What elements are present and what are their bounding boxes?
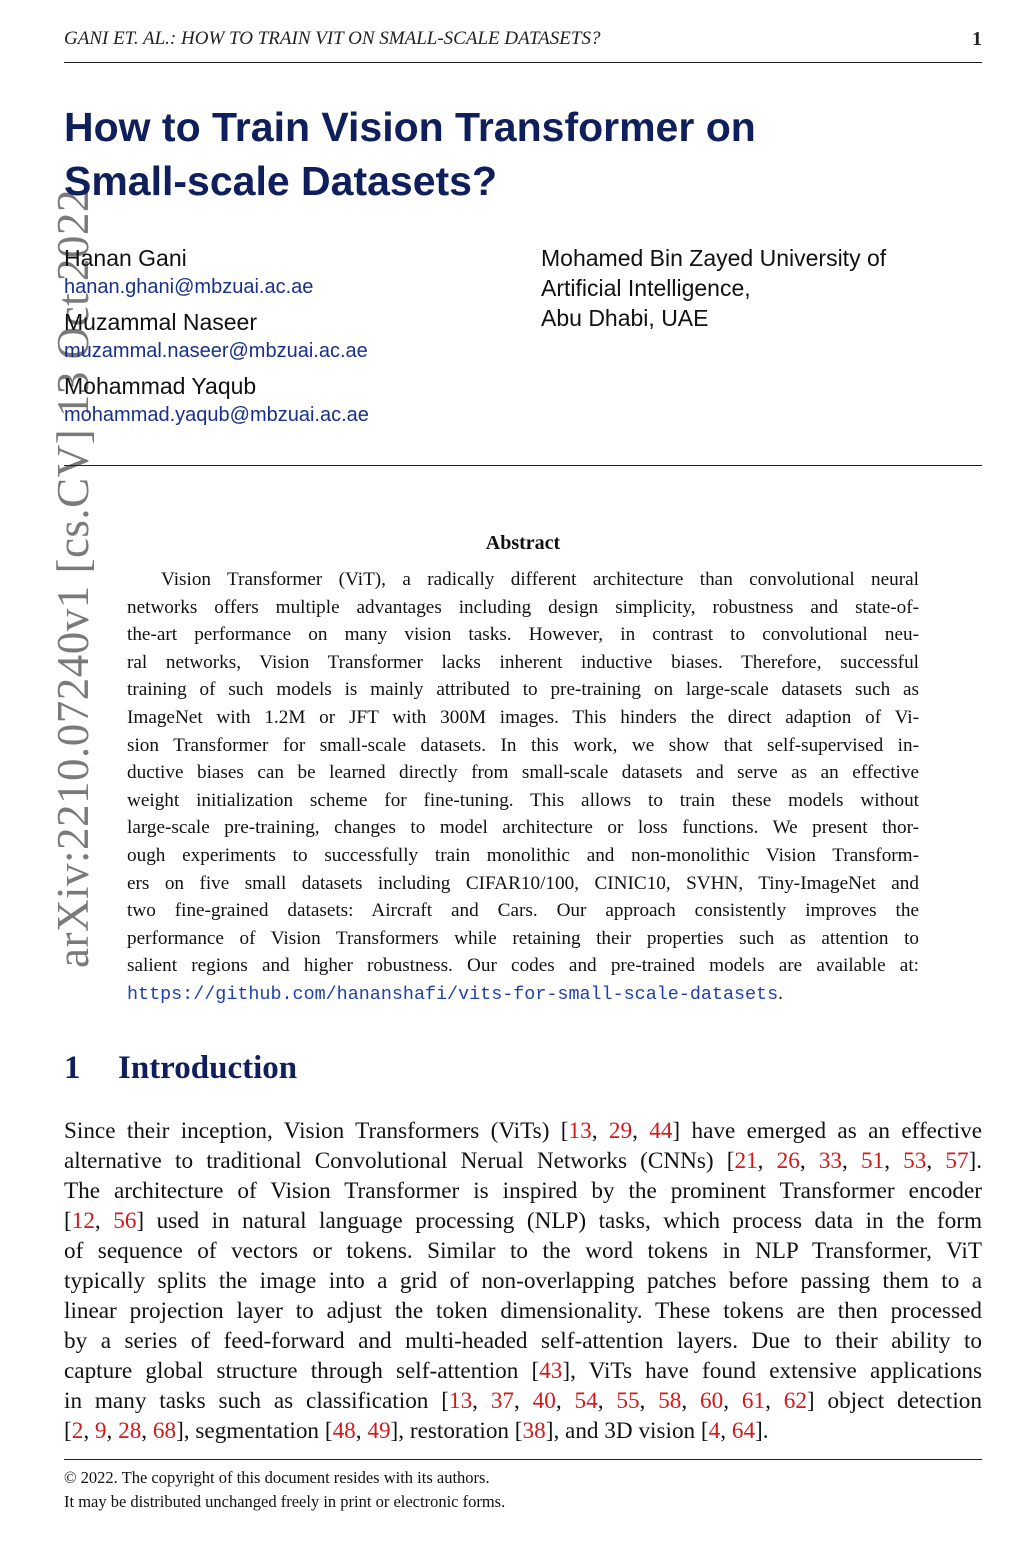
citation-link[interactable]: 26 — [776, 1148, 800, 1174]
citation-link[interactable]: 28 — [118, 1418, 142, 1444]
citation-link[interactable]: 9 — [94, 1418, 107, 1444]
section-number: 1 — [64, 1050, 81, 1086]
citation-link[interactable]: 68 — [152, 1418, 177, 1444]
intro-line: by a series of feed-forward and multi-headed self-attention layers. Due to their ability to — [64, 1328, 982, 1354]
code-repo-link[interactable]: https://github.com/hananshafi/vits-for-small-scale-datasets — [127, 983, 779, 1005]
citation-link[interactable]: 62 — [783, 1388, 807, 1414]
abstract-line: networks offers multiple advantages including design simplicity, robustness and state-of- — [127, 596, 919, 618]
section-title: Introduction — [118, 1050, 298, 1086]
running-head — [64, 28, 982, 52]
abstract-line: ough experiments to successfully train monolithic and non-monolithic Vision Transform- — [127, 844, 919, 866]
footnote-line: © 2022. The copyright of this document resides with its authors. — [64, 1468, 490, 1487]
abstract-line: performance of Vision Transformers while retaining their properties such as attention to — [127, 927, 919, 949]
url-period: . — [778, 982, 783, 1004]
author — [64, 243, 524, 301]
abstract-line: ductive biases can be learned directly from small-scale datasets and serve as an effective — [127, 762, 919, 784]
affiliation — [541, 243, 981, 333]
citation-link[interactable]: 57 — [945, 1148, 969, 1174]
intro-line: of sequence of vectors or tokens. Similar to the word tokens in NLP Transformer, ViT — [64, 1238, 982, 1264]
citation-link[interactable]: 2 — [71, 1418, 84, 1444]
citation-link[interactable]: 49 — [367, 1418, 391, 1444]
author-name: Muzammal Naseer — [64, 309, 257, 335]
author-email-link[interactable]: hanan.ghani@mbzuai.ac.ae — [64, 276, 314, 298]
citation-link[interactable]: 43 — [539, 1358, 563, 1384]
intro-line: typically splits the image into a grid of non-overlapping patches before passing them to a — [64, 1268, 982, 1294]
citation-link[interactable]: 21 — [734, 1148, 758, 1174]
abstract-line: the-art performance on many vision tasks. However, in contrast to convolutional neu- — [127, 624, 919, 646]
author-rule — [64, 465, 982, 466]
citation-link[interactable]: 48 — [332, 1418, 356, 1444]
citation-link[interactable]: 4 — [708, 1418, 721, 1444]
citation-link[interactable]: 37 — [490, 1388, 514, 1414]
citation-link[interactable]: 56 — [113, 1208, 137, 1234]
author-email-link[interactable]: muzammal.naseer@mbzuai.ac.ae — [64, 340, 368, 362]
abstract-line: large-scale pre-training, changes to model architecture or loss functions. We present thor- — [127, 817, 919, 839]
citation-link[interactable]: 44 — [649, 1118, 673, 1144]
abstract-body — [127, 566, 919, 1009]
abstract-url-line — [127, 980, 919, 1009]
citation-link[interactable]: 12 — [71, 1208, 95, 1234]
citation-link[interactable]: 33 — [818, 1148, 843, 1174]
author-name: Hanan Gani — [64, 245, 187, 271]
running-head-text: GANI ET. AL.: HOW TO TRAIN VIT ON SMALL-SCALE DATASETS? — [64, 28, 601, 49]
abstract-line: two fine-grained datasets: Aircraft and Cars. Our approach consistently improves the — [127, 900, 919, 922]
copyright-footnote — [64, 1466, 982, 1514]
intro-line: [2, 9, 28, 68], segmentation [48, 49], restoration [38], and 3D vision [4, 64]. — [64, 1418, 769, 1444]
abstract-line: ers on five small datasets including CIFAR10/100, CINIC10, SVHN, Tiny-ImageNet and — [127, 872, 919, 894]
page-number: 1 — [972, 28, 982, 50]
citation-link[interactable]: 13 — [448, 1388, 473, 1414]
citation-link[interactable]: 40 — [532, 1388, 556, 1414]
citation-link[interactable]: 58 — [658, 1388, 682, 1414]
author-name: Mohammad Yaqub — [64, 373, 257, 399]
affiliation-line: Artificial Intelligence, — [541, 275, 751, 301]
header-rule — [64, 62, 982, 63]
affiliation-line: Abu Dhabi, UAE — [541, 305, 709, 331]
abstract-line: weight initialization scheme for fine-tuning. This allows to train these models without — [127, 789, 919, 811]
author-email-link[interactable]: mohammad.yaqub@mbzuai.ac.ae — [64, 404, 369, 426]
intro-line: alternative to traditional Convolutional Nerual Networks (CNNs) [21, 26, 33, 51, 53, 57]. — [64, 1148, 983, 1174]
footnote-line: It may be distributed unchanged freely in print or electronic forms. — [64, 1492, 506, 1511]
abstract-line: ral networks, Vision Transformer lacks inherent inductive biases. Therefore, successful — [127, 651, 919, 673]
introduction-body — [64, 1116, 982, 1446]
intro-line: Since their inception, Vision Transformers (ViTs) [13, 29, 44] have emerged as an effective — [64, 1118, 983, 1144]
intro-line: The architecture of Vision Transformer is inspired by the prominent Transformer encoder — [64, 1178, 982, 1204]
title-line-1: How to Train Vision Transformer on — [64, 104, 756, 150]
abstract-heading: Abstract — [485, 532, 561, 554]
intro-line: linear projection layer to adjust the token dimensionality. These tokens are then processed — [64, 1298, 982, 1324]
citation-link[interactable]: 53 — [903, 1148, 927, 1174]
citation-link[interactable]: 60 — [700, 1388, 724, 1414]
abstract-line: sion Transformer for small-scale datasets. In this work, we show that self-supervised in- — [127, 734, 919, 756]
section-heading — [64, 1050, 664, 1087]
citation-link[interactable]: 13 — [568, 1118, 592, 1144]
citation-link[interactable]: 51 — [861, 1148, 885, 1174]
title-line-2: Small-scale Datasets? — [64, 158, 498, 204]
arxiv-stamp: arXiv:2210.07240v1 [cs.CV] 13 Oct 2022 — [48, 189, 98, 968]
abstract-line: salient regions and higher robustness. Our codes and pre-trained models are available at: — [127, 955, 919, 977]
abstract-line: training of such models is mainly attributed to pre-training on large-scale datasets such as — [127, 679, 919, 701]
author — [64, 371, 524, 429]
citation-link[interactable]: 54 — [574, 1388, 598, 1414]
affiliation-line: Mohamed Bin Zayed University of — [541, 245, 887, 271]
citation-link[interactable]: 55 — [616, 1388, 640, 1414]
citation-link[interactable]: 38 — [522, 1418, 546, 1444]
intro-line: in many tasks such as classification [13, 37, 40, 54, 55, 58, 60, 61, 62] object detection — [64, 1388, 982, 1414]
intro-line: capture global structure through self-attention [43], ViTs have found extensive applications — [64, 1358, 982, 1384]
abstract-line: ImageNet with 1.2M or JFT with 300M images. This hinders the direct adaption of Vi- — [127, 706, 919, 728]
abstract-line: Vision Transformer (ViT), a radically different architecture than convolutional neural — [161, 569, 919, 590]
intro-line: [12, 56] used in natural language processing (NLP) tasks, which process data in the form — [64, 1208, 983, 1234]
author — [64, 307, 524, 365]
paper-title — [64, 100, 824, 208]
author-list — [64, 243, 524, 431]
footnote-rule — [64, 1459, 982, 1460]
citation-link[interactable]: 29 — [608, 1118, 633, 1144]
citation-link[interactable]: 61 — [741, 1388, 766, 1414]
citation-link[interactable]: 64 — [731, 1418, 756, 1444]
